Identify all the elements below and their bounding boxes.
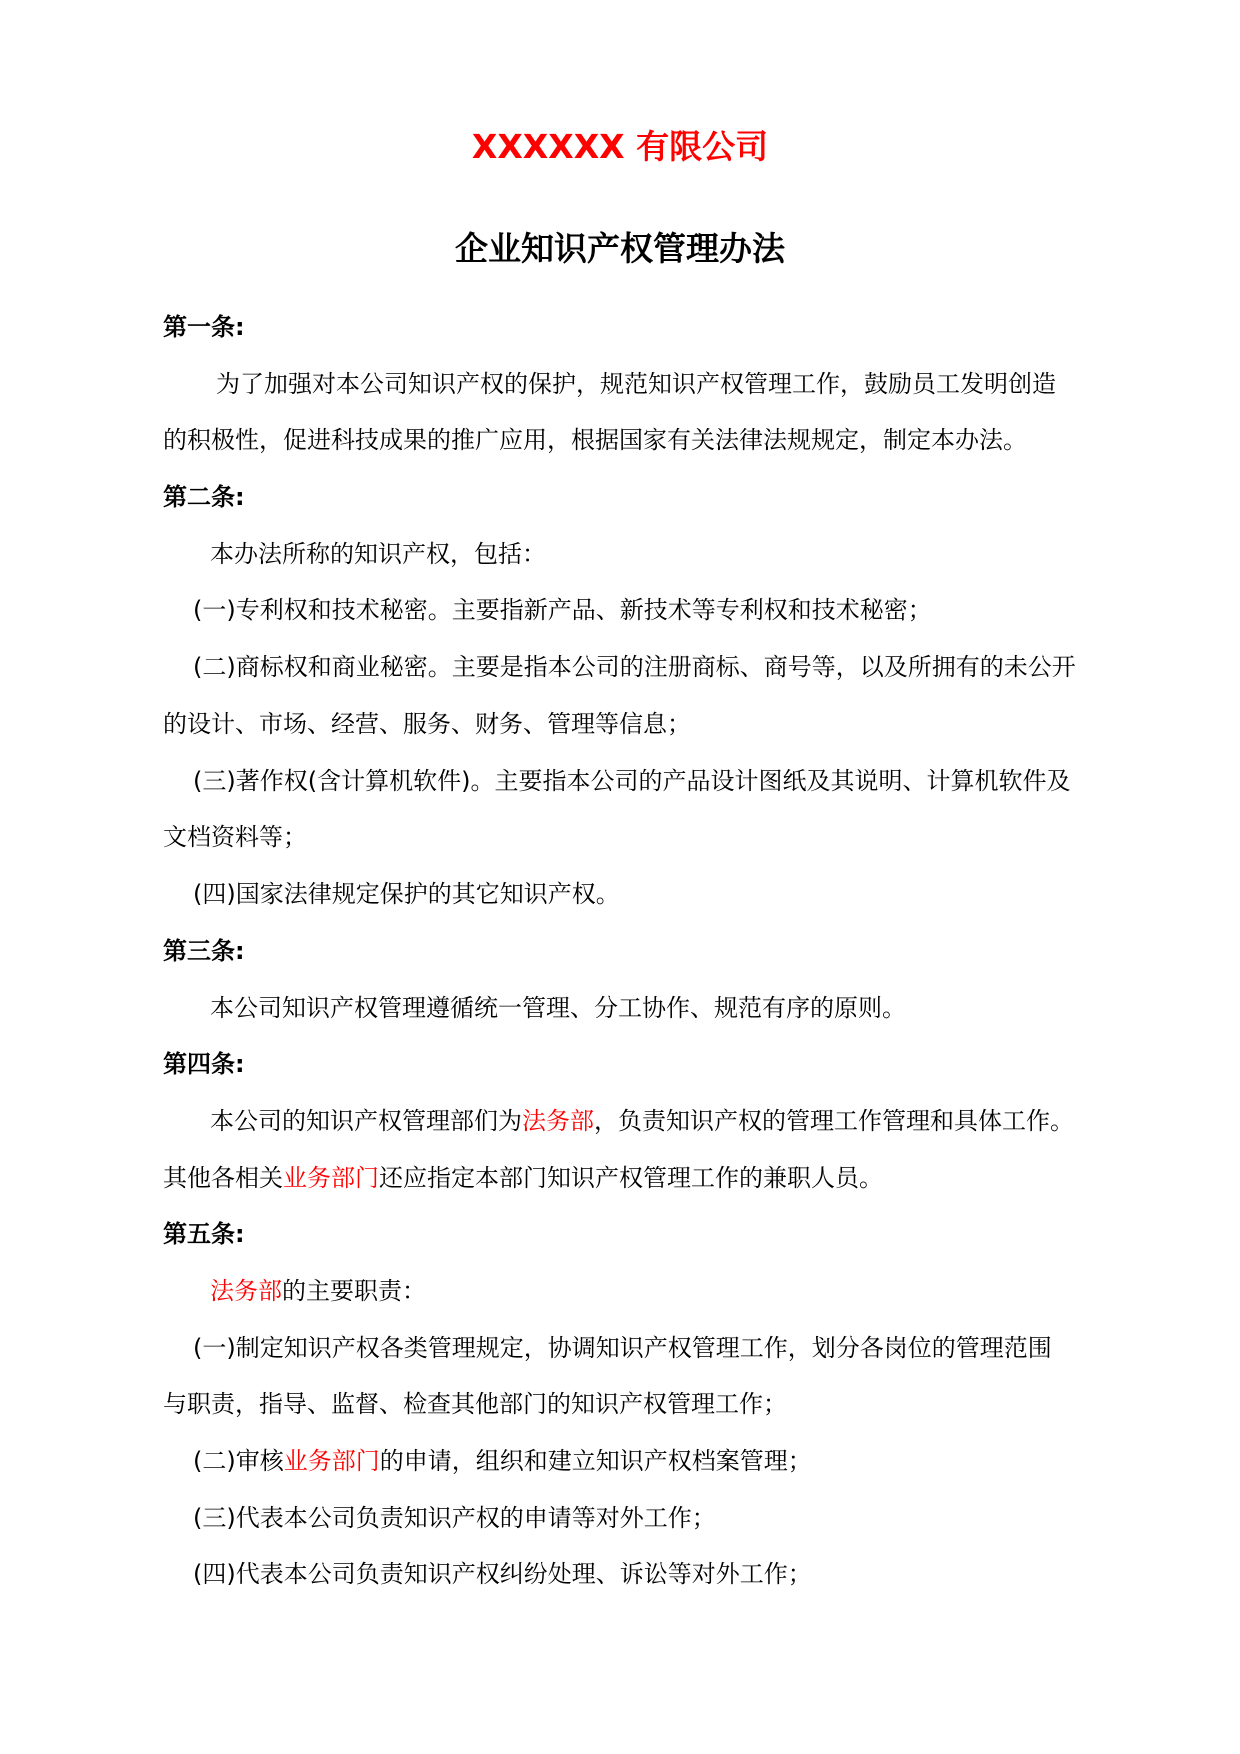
article-5-text-segment: 的申请，组织和建立知识产权档案管理； (379, 1447, 812, 1475)
article-2-item-2-line-2: 的设计、市场、经营、服务、财务、管理等信息； (163, 710, 691, 738)
article-4-text-segment: 还应指定本部门知识产权管理工作的兼职人员。 (379, 1164, 883, 1192)
article-1-paragraph-line-2: 的积极性，促进科技成果的推广应用，根据国家有关法律法规规定，制定本办法。 (163, 426, 1027, 454)
article-5-text-segment: 的主要职责： (282, 1277, 426, 1305)
business-department-highlight: 业务部门 (283, 1164, 379, 1192)
article-5-item-1-line-2: 与职责，指导、监督、检查其他部门的知识产权管理工作； (163, 1390, 787, 1418)
article-5-heading: 第五条: (163, 1220, 245, 1248)
legal-department-highlight: 法务部 (210, 1277, 282, 1305)
article-2-item-3-line-2: 文档资料等； (163, 823, 307, 851)
article-5-item-2 (193, 1441, 812, 1481)
article-4-text-segment: 其他各相关 (163, 1164, 283, 1192)
article-2-item-4: (四)国家法律规定保护的其它知识产权。 (193, 880, 620, 908)
article-5-item-1-line-1: (一)制定知识产权各类管理规定，协调知识产权管理工作，划分各岗位的管理范围 (193, 1334, 1052, 1362)
article-2-item-3-line-1: (三)著作权(含计算机软件)。主要指本公司的产品设计图纸及其说明、计算机软件及 (193, 767, 1071, 795)
company-name: XXXXXX 有限公司 (471, 127, 769, 166)
legal-department-highlight: 法务部 (522, 1107, 594, 1135)
article-5-item-4: (四)代表本公司负责知识产权纠纷处理、诉讼等对外工作； (193, 1560, 812, 1588)
article-2-item-1: (一)专利权和技术秘密。主要指新产品、新技术等专利权和技术秘密； (193, 596, 932, 624)
article-3-heading: 第三条: (163, 937, 245, 965)
article-1-heading: 第一条: (163, 313, 245, 341)
article-2-item-2-line-1: (二)商标权和商业秘密。主要是指本公司的注册商标、商号等，以及所拥有的未公开 (193, 653, 1076, 681)
article-4-paragraph-line-1 (210, 1101, 1074, 1141)
article-1-paragraph-line-1: 为了加强对本公司知识产权的保护，规范知识产权管理工作，鼓励员工发明创造 (216, 370, 1056, 398)
article-3-paragraph: 本公司知识产权管理遵循统一管理、分工协作、规范有序的原则。 (210, 994, 906, 1022)
article-2-intro: 本办法所称的知识产权，包括： (210, 540, 546, 568)
article-4-paragraph-line-2 (163, 1158, 883, 1198)
article-2-heading: 第二条: (163, 483, 245, 511)
article-5-item-3: (三)代表本公司负责知识产权的申请等对外工作； (193, 1504, 716, 1532)
article-4-text-segment: ，负责知识产权的管理工作管理和具体工作。 (594, 1107, 1074, 1135)
article-4-text-segment: 本公司的知识产权管理部们为 (210, 1107, 522, 1135)
article-5-text-segment: (二)审核 (193, 1447, 284, 1475)
article-4-heading: 第四条: (163, 1050, 245, 1078)
business-department-highlight: 业务部门 (283, 1447, 380, 1475)
document-title: 企业知识产权管理办法 (455, 229, 785, 268)
article-5-intro (210, 1271, 426, 1311)
